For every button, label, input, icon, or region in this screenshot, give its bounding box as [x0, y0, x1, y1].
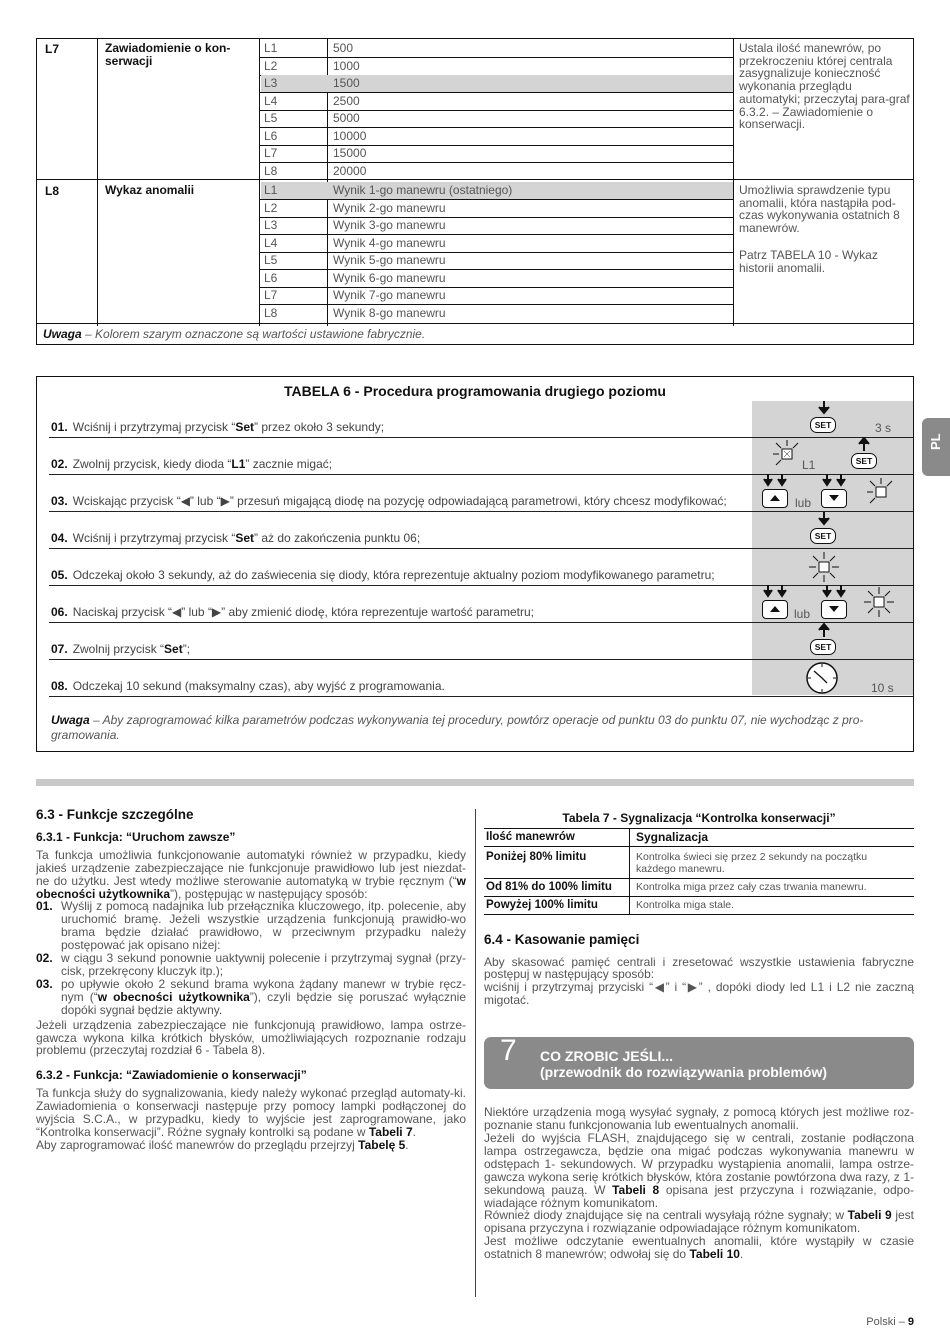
- param-description: Ustala ilość manewrów, po przekroczeniu której centrala zasygnalizuje konieczność wykonania przeglądu automatyki; przeczytaj para-graf 6.3.2. – Zawiadomienie o konserwacji.: [739, 41, 910, 132]
- step-text: 08. Odczekaj 10 sekund (maksymalny czas), aby wyjść z programowania.: [51, 679, 445, 693]
- procedure-step: [37, 660, 913, 697]
- level-label: L3: [264, 218, 278, 232]
- arrow-down-icon: [817, 401, 831, 415]
- level-value: Wynik 3-go manewru: [333, 218, 446, 232]
- procedure-step: [37, 623, 913, 660]
- level-value: Wynik 4-go manewru: [333, 235, 446, 250]
- arrow-down-icon: [817, 512, 831, 526]
- table-header-row: [484, 829, 914, 846]
- led-on-icon: [808, 551, 840, 583]
- table-7: [484, 828, 914, 915]
- param-name: Wykaz anomalii: [105, 183, 195, 197]
- column-divider: [475, 809, 476, 1297]
- paragraph: Również diody znajdujące się na centrali wysyłają różne sygnały; w Tabeli 9 jest opisana przyczyna i rozwiązanie odpowiadające różnym komunikatom.: [484, 1208, 915, 1236]
- level-label: L5: [264, 253, 278, 267]
- table-5: [36, 38, 914, 345]
- column-header: Sygnalizacja: [636, 829, 709, 844]
- table-cell: Kontrolka świeci się przez 2 sekundy na początku każdego manewru.: [636, 850, 868, 876]
- double-arrow-down-icon: [762, 585, 788, 599]
- table-row: [484, 896, 914, 914]
- paragraph: Aby skasować pamięć centrali i zresetować wszystkie ustawienia fabryczne postępuj w następujący sposób:: [484, 954, 914, 982]
- section-divider: [36, 779, 914, 786]
- subsection-heading: 6.3.2 - Funkcja: “Zawiadomienie o konserwacji”: [36, 1068, 307, 1083]
- time-label: 10 s: [871, 681, 894, 695]
- table-6: [36, 376, 914, 752]
- level-label: L2: [264, 58, 278, 73]
- param-code: L7: [45, 42, 60, 56]
- led-label: L1: [802, 458, 816, 472]
- paragraph: wciśnij i przytrzymaj przyciski “◀” i “▶” , dopóki diody led L1 i L2 nie zaczną migotać.: [484, 980, 914, 1008]
- table-cell: Od 81% do 100% limitu: [484, 879, 630, 896]
- or-label: lub: [795, 496, 812, 510]
- level-label: L3: [261, 75, 333, 92]
- level-value: Wynik 2-go manewru: [333, 200, 446, 215]
- section-heading: 6.4 - Kasowanie pamięci: [484, 931, 640, 947]
- step-text: 07. Zwolnij przycisk “Set”;: [51, 642, 191, 656]
- step-text: 02. Zwolnij przycisk, kiedy dioda “L1” zacznie migać;: [51, 457, 333, 471]
- up-key-icon: [762, 489, 788, 508]
- level-value: Wynik 6-go manewru: [333, 270, 446, 285]
- paragraph: Jeżeli do wyjścia FLASH, znajdującego się w centrali, zostanie podłączona lampa ostrzegawcza, będzie ona migać podczas wykonywania manewru w odstępach 1- sekundowych. W przypadku wystąpienia anomalii, lampa ostrze-gawcza wykona serię krótkich błysków, która zostanie powtórzona dwa razy, z 1-sekundową pauzą. W Tabeli 8 opisana jest przyczyna i rozwiązanie, odpo-wiadające różnym komunikatom.: [484, 1130, 915, 1210]
- level-value: 1000: [333, 58, 360, 73]
- double-arrow-down-icon: [821, 474, 847, 488]
- column-header: Ilość manewrów: [484, 829, 630, 846]
- section-heading: 6.3 - Funkcje szczególne: [36, 807, 194, 822]
- chapter-title: CO ZROBIC JEŚLI... (przewodnik do rozwiązywania problemów): [540, 1048, 828, 1081]
- paragraph: Jest możliwe odczytanie ewentualnych anomalii, które wystąpiły w czasie ostatnich 8 manewrów; odwołaj się do Tabeli 10.: [484, 1234, 914, 1262]
- level-value: 2500: [333, 93, 360, 108]
- level-label: L1: [264, 41, 278, 55]
- page-footer: Polski – 9: [866, 1316, 914, 1328]
- level-label: L8: [264, 163, 278, 178]
- set-key-icon: SET: [851, 453, 877, 469]
- table-cell: Powyżej 100% limitu: [484, 897, 630, 914]
- level-label: L6: [264, 128, 278, 143]
- step-text: 05. Odczekaj około 3 sekundy, aż do zaświecenia się diody, która reprezentuje aktualny poziom modyfikowanego parametru;: [51, 568, 715, 582]
- step-text: 06. Naciskaj przycisk “◀” lub “▶” aby zmienić diodę, która reprezentuje wartość parametru;: [51, 605, 534, 619]
- level-value: 15000: [333, 146, 367, 160]
- step-text: 04. Wciśnij i przytrzymaj przycisk “Set” aż do zakończenia punktu 06;: [51, 531, 421, 545]
- paragraph: Ta funkcja służy do sygnalizowania, kiedy należy wykonać przegląd automaty-ki. Zawiadomienia o konserwacji następuje przy pomocy lampki podłączonej do wyjścia S.C.A., w przypadku, kiedy to wyjście jest zaprogramowane, jako “Kontrolka konserwacji”. Różne sygnały kontrolki są podane w Tabeli 7.: [36, 1086, 466, 1139]
- level-value: 500: [333, 41, 354, 55]
- table-title: Tabela 7 - Sygnalizacja “Kontrolka konserwacji”: [562, 811, 836, 825]
- table-note: Uwaga – Kolorem szarym oznaczone są wartości ustawione fabrycznie.: [43, 327, 426, 341]
- time-label: 3 s: [875, 421, 892, 435]
- led-blink-icon: [772, 439, 802, 469]
- level-value: Wynik 8-go manewru: [333, 305, 446, 320]
- level-value: 5000: [333, 111, 360, 125]
- level-value: 20000: [333, 163, 367, 178]
- double-arrow-down-icon: [762, 474, 788, 488]
- level-label: L6: [264, 270, 278, 285]
- level-label: L8: [264, 305, 278, 320]
- double-arrow-down-icon: [821, 585, 847, 599]
- level-label: L7: [264, 288, 278, 302]
- level-label: L4: [264, 235, 278, 250]
- arrow-up-icon: [817, 623, 831, 637]
- paragraph: Ta funkcja umożliwia funkcjonowanie automatyki również w przypadku, kiedy jakieś urządzenie zabezpieczające nie funkcjonuje prawidłowo lub jest niezdat-ne do użytku. Jest wtedy możliwe sterowanie automatyką w trybie ręcznym (“w obecności użytkownika”), postępując w następujący sposób:: [36, 847, 466, 901]
- step-text: 01. Wciśnij i przytrzymaj przycisk “Set” przez około 3 sekundy;: [51, 420, 385, 434]
- language-tab: PL: [922, 418, 950, 476]
- step-text: 03. Wciskając przycisk “◀” lub “▶” przesuń migającą diodę na pozycję odpowiadającą parametrowi, który chcesz modyfikować;: [51, 494, 727, 508]
- procedure-step: [37, 549, 913, 586]
- level-label: L2: [264, 200, 278, 215]
- param-name: Zawiadomienie o kon-serwacji: [105, 41, 231, 68]
- level-value: 10000: [333, 128, 367, 143]
- set-key-icon: SET: [810, 417, 836, 433]
- set-key-icon: SET: [810, 639, 836, 655]
- param-description-ref: Patrz TABELA 10 - Wykaz historii anomalii.: [739, 248, 878, 275]
- table-row: [484, 878, 914, 896]
- procedure-step: [37, 512, 913, 549]
- level-value: Wynik 5-go manewru: [333, 253, 446, 267]
- left-column: [36, 809, 466, 1152]
- procedure-step: [37, 401, 913, 438]
- down-key-icon: [821, 489, 847, 508]
- level-value: Wynik 1-go manewru (ostatniego): [328, 182, 733, 199]
- param-description: Umożliwia sprawdzenie typu anomalii, która nastąpiła pod-czas wykonywania ostatnich 8 manewrów.: [739, 183, 900, 236]
- up-key-icon: [762, 600, 788, 619]
- paragraph: Aby zaprogramować ilość manewrów do przeglądu przejrzyj Tabelę 5.: [36, 1137, 409, 1152]
- paragraph: Niektóre urządzenia mogą wysyłać sygnały, z pomocą których jest możliwe roz-poznanie stanu funkcjonowania lub ewentualnych anomalii.: [484, 1105, 914, 1133]
- table-title: TABELA 6 - Procedura programowania drugiego poziomu: [284, 383, 666, 399]
- table-note: Uwaga – Aby zaprogramować kilka parametrów podczas wykonywania tej procedury, powtórz operacje od punktu 03 do punktu 07, nie wychodząc z pro-gramowania.: [51, 713, 864, 742]
- paragraph: Jeżeli urządzenia zabezpieczające nie funkcjonują prawidłowo, lampa ostrze-gawcza wykona kilka krótkich błysków, umożliwiających rozpoznanie rodzaju problemu (przeczytaj rozdział 6 - Tabela 8).: [36, 1017, 466, 1058]
- chapter-heading: [484, 1034, 914, 1089]
- clock-icon: [805, 661, 839, 695]
- table-row: [484, 846, 914, 878]
- table-cell: Kontrolka miga stale.: [636, 898, 735, 911]
- or-label: lub: [794, 607, 811, 621]
- level-label: L5: [264, 111, 278, 125]
- level-label: L1: [261, 182, 333, 199]
- chapter-number: 7: [500, 1034, 517, 1068]
- led-on-icon: [863, 586, 895, 618]
- led-blink-icon: [866, 477, 896, 507]
- down-key-icon: [821, 600, 847, 619]
- subsection-heading: 6.3.1 - Funkcja: “Uruchom zawsze”: [36, 829, 236, 844]
- table-cell: Poniżej 80% limitu: [484, 847, 630, 878]
- level-value: 1500: [328, 75, 733, 92]
- param-code: L8: [45, 184, 60, 198]
- table-cell: Kontrolka miga przez cały czas trwania manewru.: [636, 880, 867, 893]
- level-value: Wynik 7-go manewru: [333, 288, 446, 302]
- right-column: [484, 812, 914, 1261]
- set-key-icon: SET: [810, 528, 836, 544]
- level-label: L4: [264, 93, 278, 108]
- list-item: 03. po upływie około 2 sekund brama wykona żądany manewr w trybie ręcz-nym (“w obecności użytkownika”), czyli będzie się poruszać wyłącznie dopóki sygnał będzie aktywny.: [36, 976, 467, 1017]
- list-item: 02. w ciągu 3 sekund ponownie uaktywnij polecenie i przytrzymaj sygnał (przy-cisk, przekręcony kluczyk itp.);: [36, 951, 466, 978]
- level-label: L7: [264, 146, 278, 160]
- arrow-up-icon: [857, 437, 871, 451]
- page-number: 9: [907, 1316, 914, 1328]
- list-item: 01. Wyślij z pomocą nadajnika lub przełącznika kluczowego, itp. polecenie, aby uruchomić bramę. Jeżeli wszystkie urządzenia funkcjonują prawidło-wo brama będzie działać prawidłowo, w przeciwnym przypadku należy postępować jak opisano niżej:: [36, 899, 466, 953]
